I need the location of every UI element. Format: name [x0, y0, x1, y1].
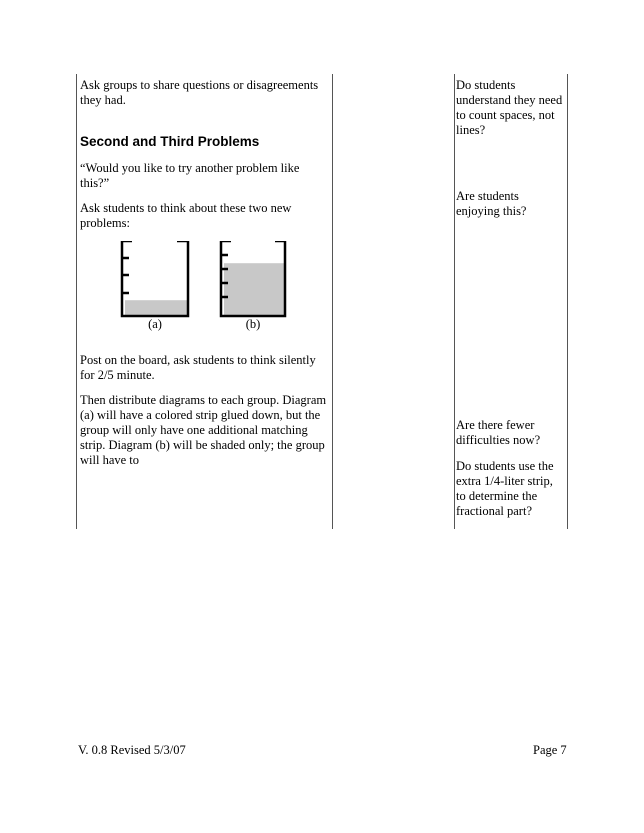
table-border-right [567, 74, 568, 529]
intro-paragraph: Ask groups to share questions or disagreements they had. [80, 78, 319, 107]
table-border-left [76, 74, 77, 529]
lesson-column [80, 78, 330, 478]
notes-column [456, 0, 564, 540]
note-enjoying: Are students enjoying this? [456, 189, 527, 218]
footer-version: V. 0.8 Revised 5/3/07 [78, 743, 186, 757]
ask-paragraph: Ask students to think about these two new problems: [80, 201, 292, 230]
beaker-b-label: (b) [245, 317, 261, 331]
note-count-spaces: Do students understand they need to count spaces, not lines? [456, 78, 563, 137]
section-heading: Second and Third Problems [80, 134, 260, 149]
table-border-middle [332, 74, 333, 529]
quote-paragraph: “Would you like to try another problem like this?” [80, 161, 300, 190]
distribute-paragraph: Then distribute diagrams to each group. Diagram (a) will have a colored strip glued down, but the group will only have one additional matching strip. Diagram (b) will be shaded only; the group will have to [80, 393, 327, 467]
beaker-a [122, 241, 188, 316]
post-paragraph: Post on the board, ask students to think silently for 2/5 minute. [80, 353, 316, 382]
beaker-a-label: (a) [148, 317, 162, 331]
footer-page-number: Page 7 [533, 743, 567, 757]
beaker-figure [80, 241, 330, 341]
beaker-a-fill [125, 300, 187, 315]
beaker-b-fill [224, 263, 284, 315]
beaker-diagrams [80, 241, 330, 321]
beaker-b [221, 241, 285, 316]
note-fewer-difficulties: Are there fewer difficulties now? [456, 418, 541, 447]
table-border-notes [454, 74, 455, 529]
note-extra-strip: Do students use the extra 1/4-liter strip, to determine the fractional part? [456, 459, 554, 518]
